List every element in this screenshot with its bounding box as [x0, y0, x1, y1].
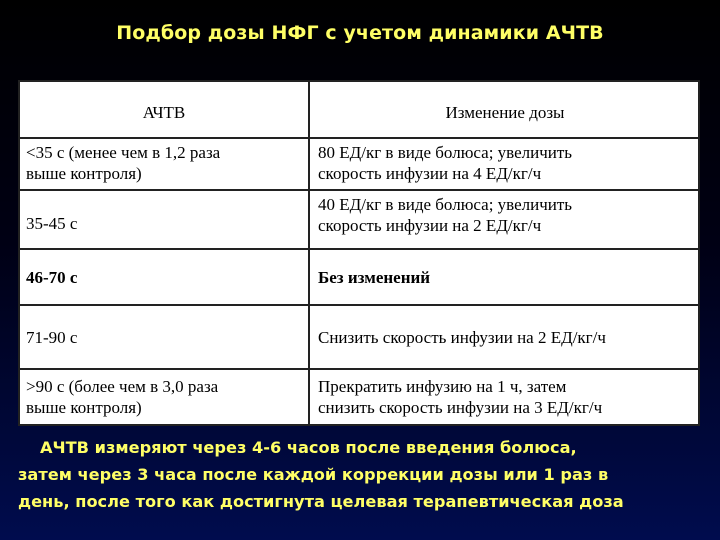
aptt-cell: [19, 190, 309, 249]
cell-line: выше контроля): [26, 164, 142, 183]
header-aptt: АЧТВ: [19, 81, 309, 138]
dose-change-cell: [309, 305, 699, 369]
dose-change-cell: [309, 138, 699, 190]
cell-line: выше контроля): [26, 398, 142, 417]
cell-line: 40 ЕД/кг в виде болюса; увеличить: [318, 195, 573, 214]
cell-line: >90 с (более чем в 3,0 раза: [26, 377, 219, 396]
cell-line: скорость инфузии на 2 ЕД/кг/ч: [318, 216, 542, 235]
cell-line: Прекратить инфузию на 1 ч, затем: [318, 377, 567, 396]
table-row: [19, 305, 699, 369]
table-row: [19, 138, 699, 190]
cell-line: снизить скорость инфузии на 3 ЕД/кг/ч: [318, 398, 603, 417]
cell-line: Снизить скорость инфузии на 2 ЕД/кг/ч: [318, 327, 606, 347]
table-header-row: [19, 81, 699, 138]
cell-line: скорость инфузии на 4 ЕД/кг/ч: [318, 164, 542, 183]
cell-line: 46-70 с: [26, 267, 78, 287]
monitoring-note: [18, 434, 708, 515]
note-line: затем через 3 часа после каждой коррекции дозы или 1 раз в: [18, 465, 609, 484]
dose-adjustment-table: [18, 80, 700, 426]
table-row: [19, 249, 699, 305]
cell-line: 35-45 с: [26, 213, 78, 233]
note-line: АЧТВ измеряют через 4-6 часов после введения болюса,: [40, 438, 577, 457]
cell-line: <35 с (менее чем в 1,2 раза: [26, 143, 221, 162]
cell-line: Без изменений: [318, 267, 431, 287]
aptt-cell: [19, 249, 309, 305]
slide-title: Подбор дозы НФГ с учетом динамики АЧТВ: [116, 22, 604, 44]
table-row: [19, 369, 699, 425]
dose-change-cell: [309, 190, 699, 249]
dose-change-cell: [309, 249, 699, 305]
aptt-cell: [19, 369, 309, 425]
aptt-cell: [19, 305, 309, 369]
cell-line: 80 ЕД/кг в виде болюса; увеличить: [318, 143, 573, 162]
note-line: день, после того как достигнута целевая терапевтическая доза: [18, 492, 624, 511]
header-dose-change: Изменение дозы: [309, 81, 699, 138]
table-row: [19, 190, 699, 249]
aptt-cell: [19, 138, 309, 190]
dose-change-cell: [309, 369, 699, 425]
cell-line: 71-90 с: [26, 327, 78, 347]
